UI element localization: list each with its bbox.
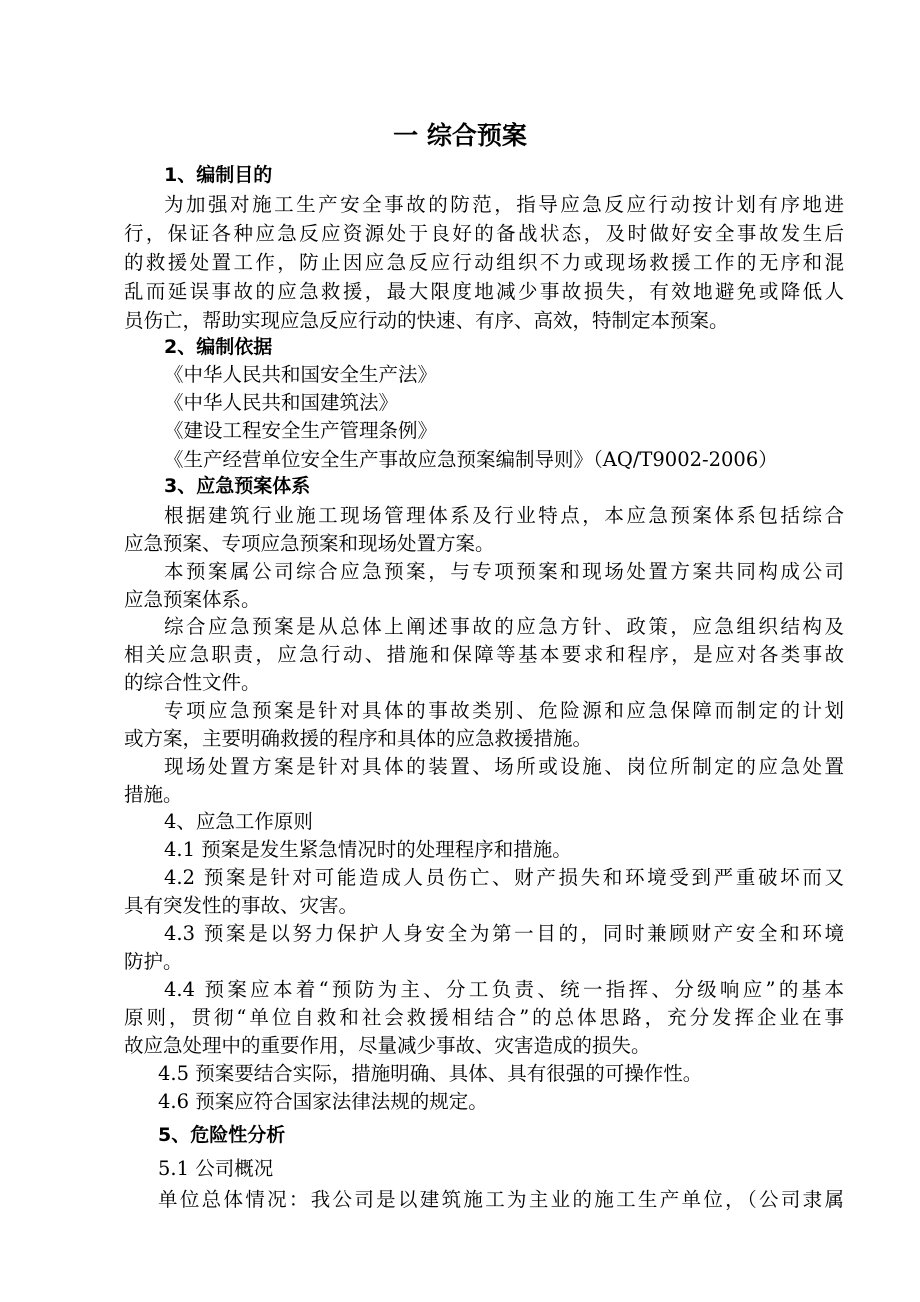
reference-item: 《中华人民共和国建筑法》 [164,391,399,414]
paragraph-line: 的综合性文件。 [124,671,261,694]
paragraph-line: 行，保证各种应急反应资源处于良好的备战状态，及时做好安全事故发生后 [124,222,844,245]
paragraph-line: 4.1 预案是发生紧急情况时的处理程序和措施。 [164,838,572,861]
paragraph-line: 4.4 预案应本着“预防为主、分工负责、统一指挥、分级响应”的基本 [164,978,844,1001]
paragraph-line: 4.6 预案应符合国家法律法规的规定。 [158,1090,488,1113]
paragraph-line: 故应急处理中的重要作用，尽量减少事故、灾害造成的损失。 [124,1034,651,1057]
section-heading-2: 2、编制依据 [164,336,273,358]
reference-item: 《生产经营单位安全生产事故应急预案编制导则》（AQ/T9002-2006） [164,448,778,471]
paragraph-line: 措施。 [124,783,183,806]
paragraph-line: 现场处置方案是针对具体的装置、场所或设施、岗位所制定的应急处置 [164,755,844,778]
section-heading-4: 4、应急工作原则 [164,810,313,833]
paragraph-line: 4.3 预案是以努力保护人身安全为第一目的，同时兼顾财产安全和环境 [164,922,844,945]
paragraph-line: 相关应急职责，应急行动、措施和保障等基本要求和程序，是应对各类事故 [124,643,844,666]
paragraph-line: 应急预案体系。 [124,588,261,611]
reference-item: 《建设工程安全生产管理条例》 [164,419,438,442]
paragraph-line: 防护。 [124,950,183,973]
paragraph-line: 本预案属公司综合应急预案，与专项预案和现场处置方案共同构成公司 [164,560,844,583]
paragraph-line: 根据建筑行业施工现场管理体系及行业特点，本应急预案体系包括综合 [164,504,844,527]
page-title: 一 综合预案 [393,121,527,150]
paragraph-line: 专项应急预案是针对具体的事故类别、危险源和应急保障而制定的计划 [164,699,844,722]
paragraph-line: 应急预案、专项应急预案和现场处置方案。 [124,532,495,555]
paragraph-line: 单位总体情况：我公司是以建筑施工为主业的施工生产单位，（公司隶属 [158,1188,844,1211]
subsection-heading: 5.1 公司概况 [158,1157,274,1180]
paragraph-line: 的救援处置工作，防止因应急反应行动组织不力或现场救援工作的无序和混 [124,251,844,274]
reference-item: 《中华人民共和国安全生产法》 [164,363,438,386]
paragraph-line: 乱而延误事故的应急救援，最大限度地减少事故损失，有效地避免或降低人 [124,280,844,303]
paragraph-line: 为加强对施工生产安全事故的防范，指导应急反应行动按计划有序地进 [164,193,844,216]
section-heading-5: 5、危险性分析 [158,1124,286,1146]
paragraph-line: 4.5 预案要结合实际，措施明确、具体、具有很强的可操作性。 [158,1062,703,1085]
paragraph-line: 原则，贯彻“单位自救和社会救援相结合”的总体思路，充分发挥企业在事 [124,1006,844,1029]
section-heading-1: 1、编制目的 [164,164,273,186]
paragraph-line: 员伤亡，帮助实现应急反应行动的快速、有序、高效，特制定本预案。 [124,309,729,332]
paragraph-line: 4.2 预案是针对可能造成人员伤亡、财产损失和环境受到严重破坏而又 [164,866,844,889]
paragraph-line: 综合应急预案是从总体上阐述事故的应急方针、政策，应急组织结构及 [164,615,844,638]
paragraph-line: 具有突发性的事故、灾害。 [124,894,359,917]
paragraph-line: 或方案，主要明确救援的程序和具体的应急救援措施。 [124,727,593,750]
section-heading-3: 3、应急预案体系 [164,475,311,497]
